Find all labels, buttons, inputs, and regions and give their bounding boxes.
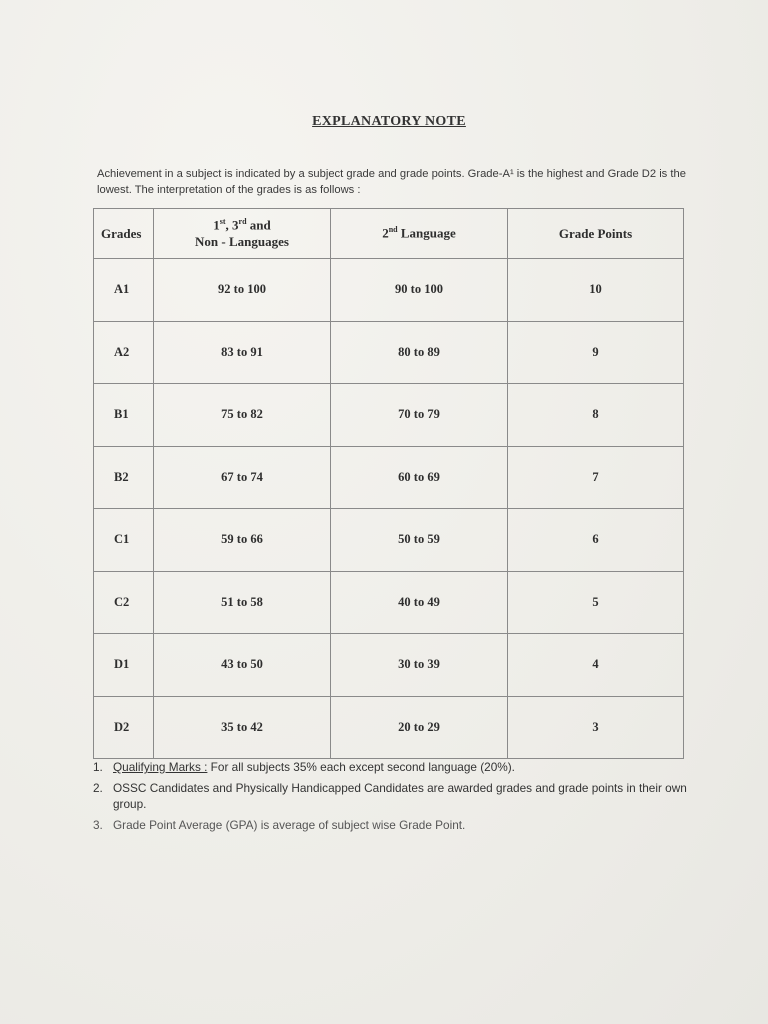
first-third-non-lang-cell: 35 to 42 [154, 696, 331, 759]
grade-points-cell: 3 [508, 696, 684, 759]
second-lang-cell: 30 to 39 [331, 634, 508, 697]
note-number: 2. [93, 781, 103, 795]
grade-cell: D1 [94, 634, 154, 697]
grade-cell: D2 [94, 696, 154, 759]
grade-cell: A2 [94, 321, 154, 384]
note-label: Qualifying Marks : [113, 760, 208, 774]
table-row [94, 259, 684, 322]
grade-points-cell: 4 [508, 634, 684, 697]
table-row [94, 509, 684, 572]
note-item [93, 780, 693, 812]
note-number: 3. [93, 818, 103, 832]
header-grade-points: Grade Points [508, 209, 684, 259]
first-third-non-lang-cell: 51 to 58 [154, 571, 331, 634]
page-title: EXPLANATORY NOTE [312, 114, 466, 129]
table-row [94, 321, 684, 384]
grade-points-cell: 6 [508, 509, 684, 572]
table-row [94, 634, 684, 697]
grade-cell: C2 [94, 571, 154, 634]
grade-cell: B2 [94, 446, 154, 509]
note-number: 1. [93, 760, 103, 774]
table-row [94, 571, 684, 634]
grade-cell: A1 [94, 259, 154, 322]
first-third-non-lang-cell: 75 to 82 [154, 384, 331, 447]
second-lang-cell: 80 to 89 [331, 321, 508, 384]
second-lang-cell: 60 to 69 [331, 446, 508, 509]
table-header-row [94, 209, 684, 259]
grade-points-cell: 7 [508, 446, 684, 509]
notes-list [93, 759, 693, 838]
first-third-non-lang-cell: 59 to 66 [154, 509, 331, 572]
intro-paragraph: Achievement in a subject is indicated by a subject grade and grade points. Grade-A¹ is the highest and Grade D2 is the lowest. The interpretation of the grades is as follows : [97, 168, 686, 196]
header-first-third-non-languages: 1st, 3rd and Non - Languages [154, 209, 331, 259]
grade-points-cell: 10 [508, 259, 684, 322]
grade-points-cell: 8 [508, 384, 684, 447]
note-text: OSSC Candidates and Physically Handicapped Candidates are awarded grades and grade points in their own group. [113, 781, 687, 811]
second-lang-cell: 50 to 59 [331, 509, 508, 572]
table-row [94, 384, 684, 447]
second-lang-cell: 20 to 29 [331, 696, 508, 759]
grade-points-cell: 9 [508, 321, 684, 384]
second-lang-cell: 90 to 100 [331, 259, 508, 322]
header-second-language: 2nd Language [331, 209, 508, 259]
note-text: For all subjects 35% each except second language (20%). [207, 760, 515, 774]
note-item [93, 759, 693, 775]
note-text: Grade Point Average (GPA) is average of subject wise Grade Point. [113, 818, 466, 832]
grade-cell: C1 [94, 509, 154, 572]
first-third-non-lang-cell: 67 to 74 [154, 446, 331, 509]
grade-points-cell: 5 [508, 571, 684, 634]
header-grades: Grades [94, 209, 154, 259]
second-lang-cell: 70 to 79 [331, 384, 508, 447]
first-third-non-lang-cell: 83 to 91 [154, 321, 331, 384]
second-lang-cell: 40 to 49 [331, 571, 508, 634]
grade-cell: B1 [94, 384, 154, 447]
grades-table [93, 208, 684, 759]
first-third-non-lang-cell: 43 to 50 [154, 634, 331, 697]
note-item [93, 817, 693, 833]
table-row [94, 446, 684, 509]
first-third-non-lang-cell: 92 to 100 [154, 259, 331, 322]
table-row [94, 696, 684, 759]
